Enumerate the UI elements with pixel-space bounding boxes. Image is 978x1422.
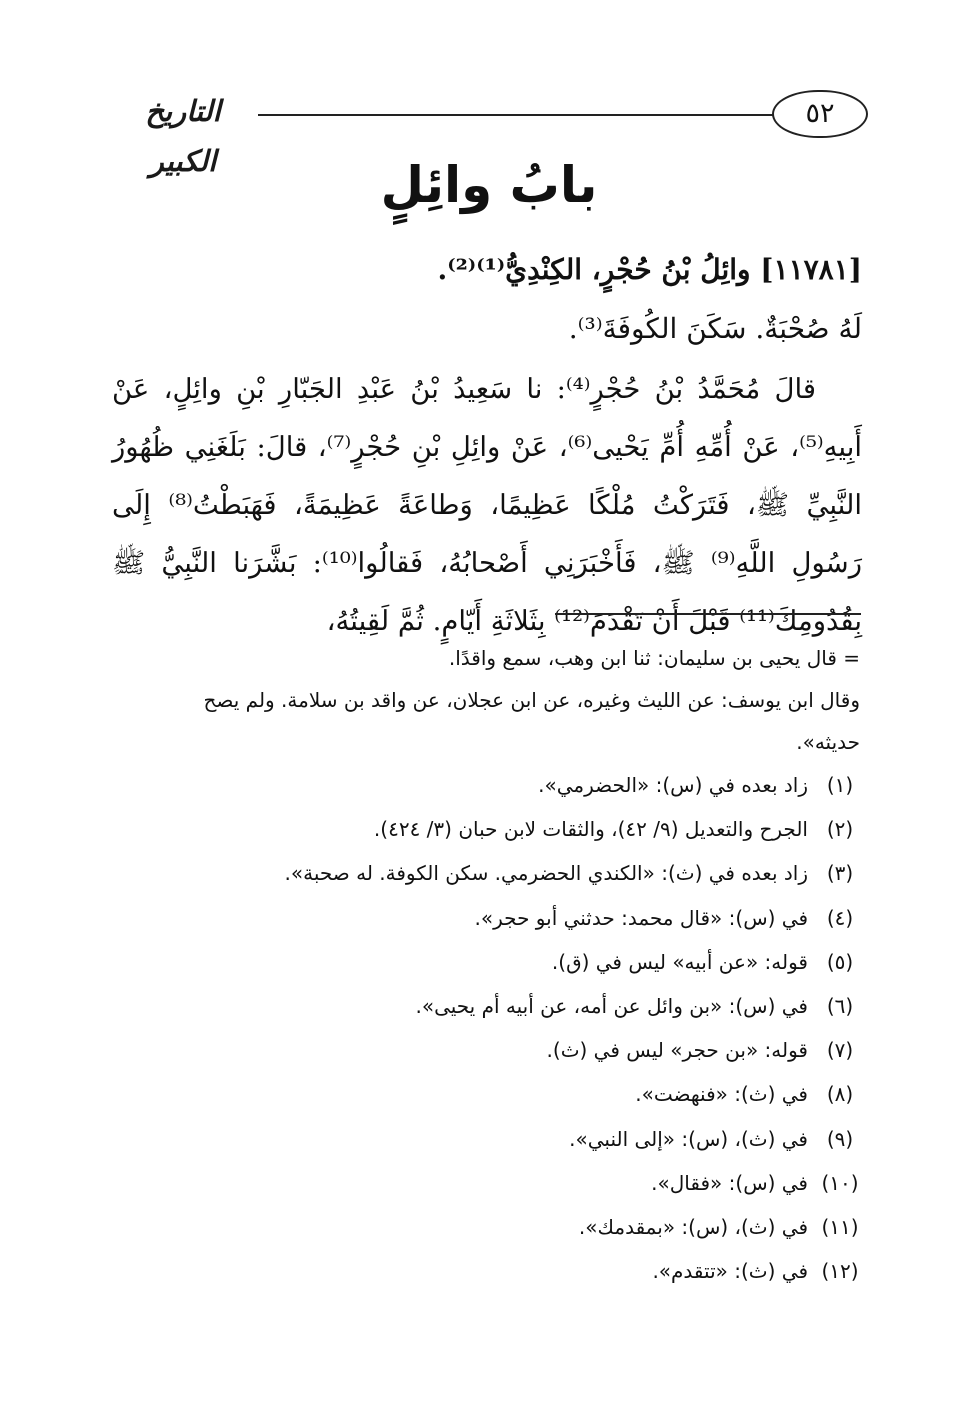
footnote-item xyxy=(112,1072,860,1116)
footnote-item xyxy=(112,1117,860,1161)
footnote-item xyxy=(112,763,860,807)
footnote-text: زاد بعده في (س): «الحضرمي». xyxy=(538,773,808,797)
footnote-number: (١) xyxy=(826,773,854,797)
footnote-number: (١٢) xyxy=(821,1259,859,1284)
footnote-continuation-line: حديثه». xyxy=(796,730,860,754)
hadith-narration: قالَ مُحَمَّدُ بْنُ حُجْرٍ⁽⁴⁾: نا سَعِيدُ بْنُ عَبْدِ الجَبّارِ بْنِ وائِلٍ، عَنْ أَبِيهِ⁽⁵⁾، عَنْ أُمِّهِ أُمِّ يَحْيى⁽⁶⁾، عَنْ وائِلِ بْنِ حُجْرٍ⁽⁷⁾، قالَ: بَلَغَنِي ظُهُورُ النَّبِيِّ ﷺ، فَتَرَكْتُ مُلْكًا عَظِيمًا، وَطاعَةً عَظِيمَةً، فَهَبَطْتُ⁽⁸⁾ إِلَى رَسُولِ اللَّهِ⁽⁹⁾ ﷺ، فَأَخْبَرَنِي أَصْحابُهُ، فَقالُوا⁽¹⁰⁾: بَشَّرَنا النَّبِيُّ ﷺ بِقُدُومِكَ⁽¹¹⁾ قَبْلَ أَنْ تَقْدَمَ⁽¹²⁾ بِثَلاثَةِ أَيّامٍ. ثُمَّ لَقِيتُهُ، xyxy=(112,373,863,637)
footnote-number: (٥) xyxy=(826,949,854,974)
footnote-number: (٣) xyxy=(826,861,854,886)
footnote-number: (٤) xyxy=(826,905,854,930)
chapter-title: بابُ وائِلٍ xyxy=(380,156,598,214)
footnotes xyxy=(112,637,860,1293)
footnote-number: (٧) xyxy=(826,1038,854,1063)
footnote-number: (١١) xyxy=(821,1214,859,1239)
footnote-item xyxy=(112,1028,860,1072)
footnote-number: (٨) xyxy=(826,1082,854,1107)
footnote-text: في (س): «فقال». xyxy=(651,1170,808,1195)
entry-heading: [١١٧٨١] وائِلُ بْنُ حُجْرٍ، الكِنْدِيُّ⁽¹⁾⁽²⁾. xyxy=(437,253,862,286)
footnote-text: في (ث): «تتقدم». xyxy=(652,1259,808,1284)
book-title: التاريخ الكبير xyxy=(145,94,221,178)
footnote-text: الجرح والتعديل (٩/ ٤٢)، والثقات لابن حبان (٣/ ٤٢٤). xyxy=(373,817,808,842)
footnote-item xyxy=(112,851,860,895)
footnote-item xyxy=(112,1205,860,1249)
footnote-text: في (س): «بن وائل عن أمه، عن أبيه أم يحيى». xyxy=(415,993,808,1018)
footnote-text: في (س): «قال محمد: حدثني أبو حجر». xyxy=(474,905,808,930)
footnote-text: قوله: «عن أبيه» ليس في (ق). xyxy=(551,949,808,974)
footnote-continuation-line: = قال يحيى بن سليمان: ثنا ابن وهب، سمع واقدًا. xyxy=(448,646,860,670)
footnote-text: زاد بعده في (ث): «الكندي الحضرمي. سكن الكوفة. له صحبة». xyxy=(284,861,808,886)
footnote-text: في (ث)، (س): «بمقدمك». xyxy=(578,1214,808,1239)
footnote-text: في (ث): «فنهضت». xyxy=(635,1082,808,1107)
footnote-item xyxy=(112,807,860,851)
page-number: ٥٢ xyxy=(772,90,868,138)
footnote-item xyxy=(112,1161,860,1205)
footnote-number: (٢) xyxy=(826,817,854,842)
footnote-number: (٦) xyxy=(826,993,854,1018)
footnote-number: (١٠) xyxy=(821,1170,859,1195)
footnote-continuation-line: وقال ابن يوسف: عن الليث وغيره، عن ابن عجلان، عن واقد بن سلامة. ولم يصح xyxy=(203,688,860,712)
footnote-number: (٩) xyxy=(826,1126,854,1151)
footnote-item xyxy=(112,984,860,1028)
footnote-item xyxy=(112,896,860,940)
footnote-text: في (ث)، (س): «إلى النبي». xyxy=(569,1126,808,1151)
footnote-item xyxy=(112,1249,860,1293)
footnote-text: قوله: «بن حجر» ليس في (ث). xyxy=(546,1038,808,1063)
footnote-item xyxy=(112,940,860,984)
running-header xyxy=(108,86,868,178)
companion-note: لَهُ صُحْبَةٌ. سَكَنَ الكُوفَةَ⁽³⁾. xyxy=(568,312,862,345)
header-rule xyxy=(258,114,773,116)
footnote-separator xyxy=(555,613,861,615)
